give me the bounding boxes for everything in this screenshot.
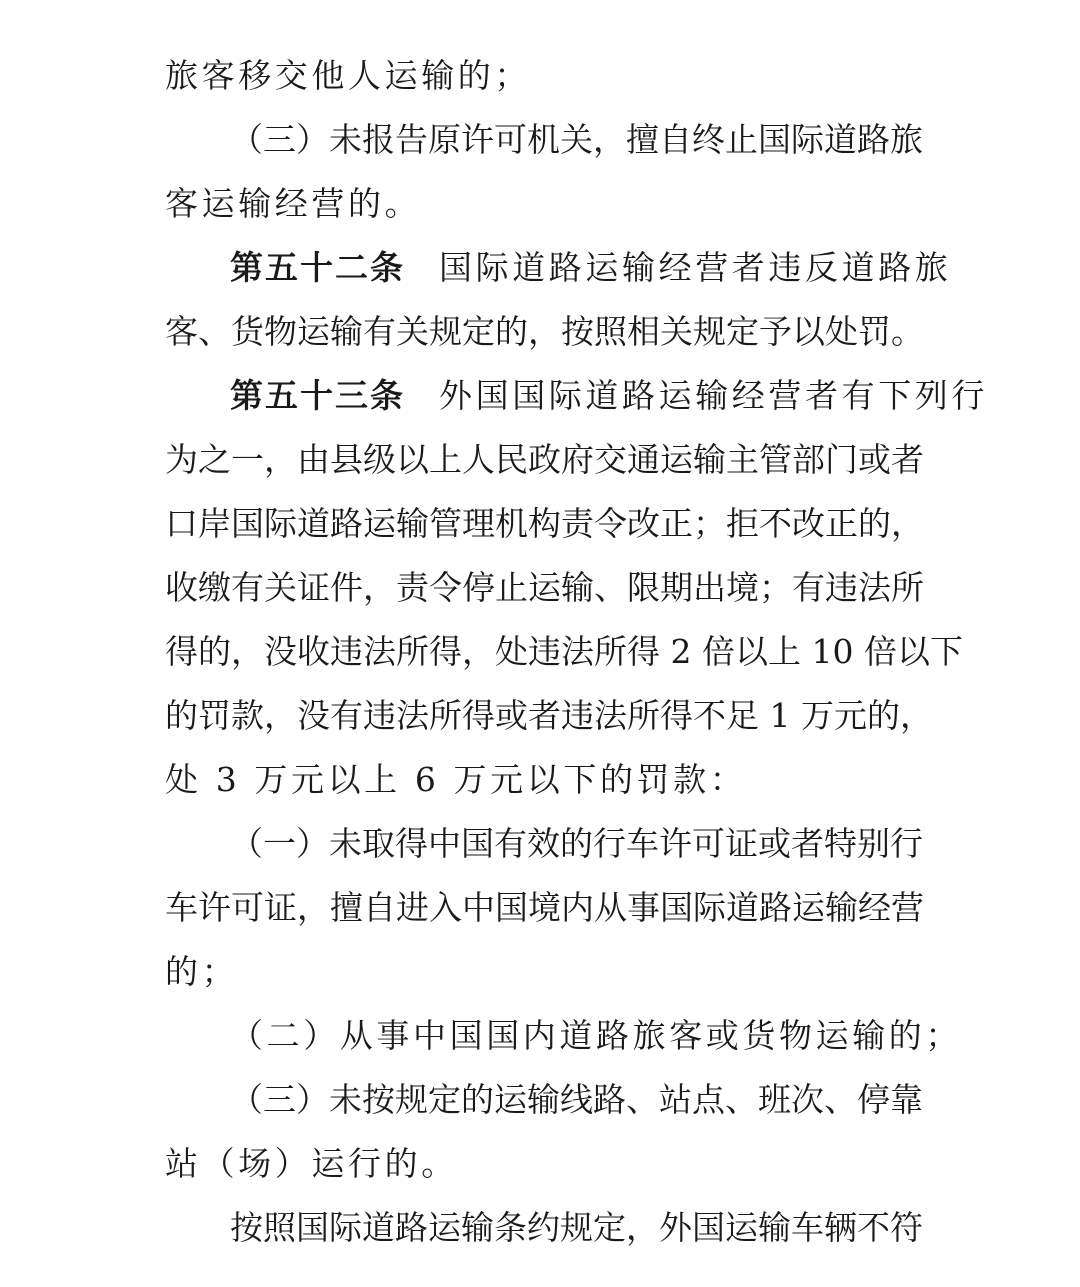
article-53-title: 第五十三条 [230, 376, 405, 415]
text-line: （三）未报告原许可机关，擅自终止国际道路旅 [230, 120, 923, 159]
text-line: 收缴有关证件，责令停止运输、限期出境；有违法所 [165, 568, 924, 607]
text-line: 为之一，由县级以上人民政府交通运输主管部门或者 [165, 440, 924, 479]
text-line: 外国国际道路运输经营者有下列行 [439, 376, 988, 415]
text-line: 得的，没收违法所得，处违法所得 2 倍以上 10 倍以下 [165, 632, 963, 671]
text-line: 的罚款，没有违法所得或者违法所得不足 1 万元的， [165, 696, 933, 735]
text-line: 客、货物运输有关规定的，按照相关规定予以处罚。 [165, 312, 924, 351]
text-line: 按照国际道路运输条约规定，外国运输车辆不符 [230, 1208, 923, 1247]
article-52-heading-line [230, 236, 952, 300]
text-line: （一）未取得中国有效的行车许可证或者特别行 [230, 824, 923, 863]
text-line: 口岸国际道路运输管理机构责令改正；拒不改正的， [165, 504, 924, 543]
text-line: 的； [165, 952, 239, 991]
text-line: 处 3 万元以上 6 万元以下的罚款： [165, 760, 747, 799]
text-line: （二）从事中国国内道路旅客或货物运输的； [230, 1016, 962, 1055]
text-line: 国际道路运输经营者违反道路旅 [439, 248, 952, 287]
text-line: 客运输经营的。 [165, 184, 422, 223]
text-line: 旅客移交他人运输的； [165, 56, 531, 95]
text-line: 车许可证，擅自进入中国境内从事国际道路运输经营 [165, 888, 924, 927]
text-line: （三）未按规定的运输线路、站点、班次、停靠 [230, 1080, 923, 1119]
text-line: 站（场）运行的。 [165, 1144, 458, 1183]
article-52-title: 第五十二条 [230, 248, 405, 287]
article-53-heading-line [230, 364, 988, 428]
